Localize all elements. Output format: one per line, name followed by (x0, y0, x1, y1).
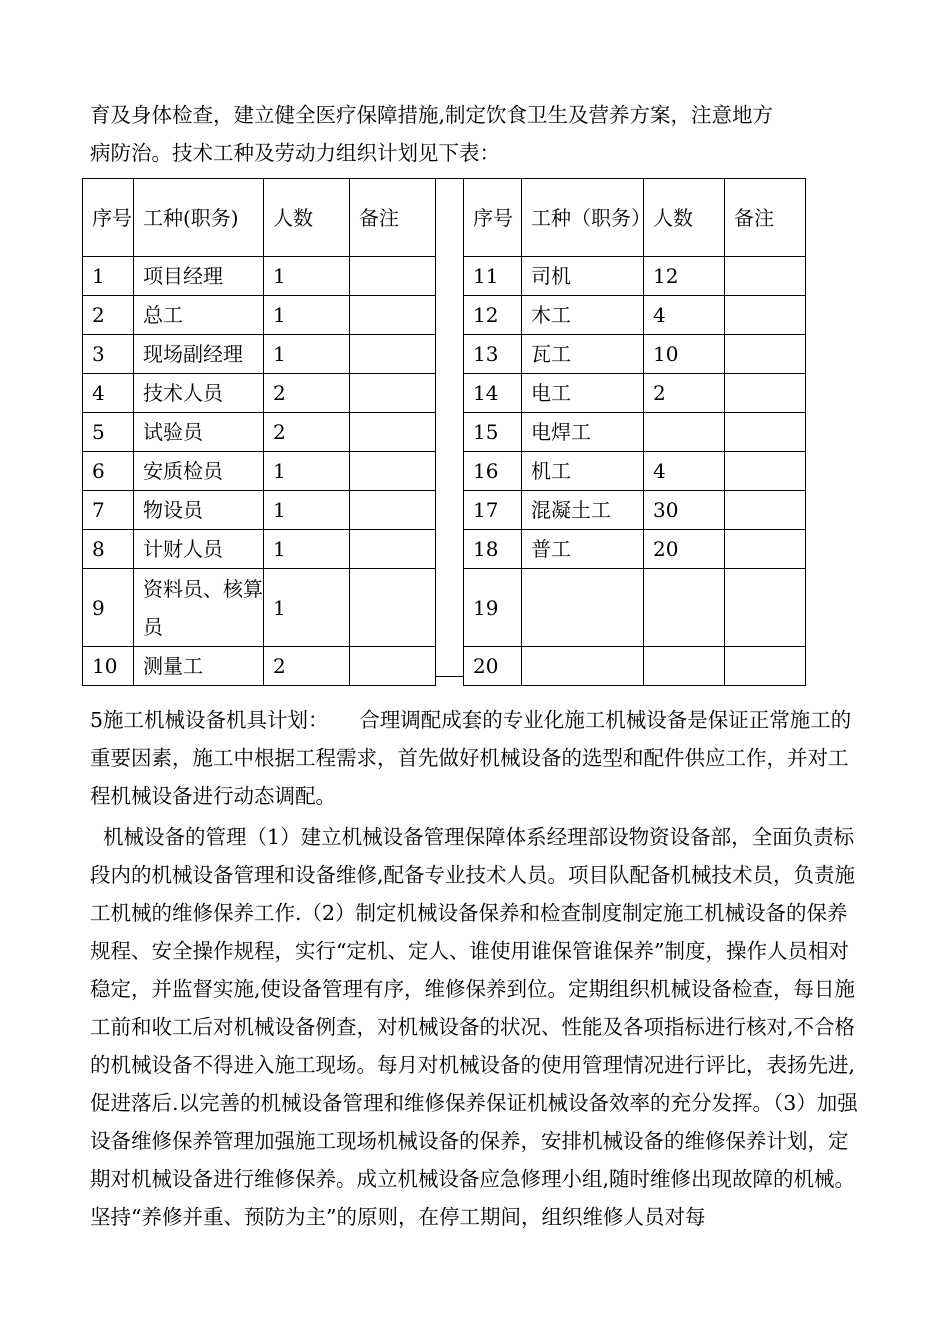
cell-seq: 15 (464, 413, 522, 452)
cell-seq: 3 (83, 335, 134, 374)
cell-count: 1 (264, 257, 350, 296)
table-row (83, 413, 436, 452)
cell-seq: 12 (464, 296, 522, 335)
cell-seq: 17 (464, 491, 522, 530)
cell-remark (725, 491, 806, 530)
cell-job: 普工 (522, 530, 644, 569)
header-job: 工种(职务) (134, 179, 264, 257)
cell-count (644, 647, 725, 686)
cell-seq: 1 (83, 257, 134, 296)
cell-count: 1 (264, 452, 350, 491)
cell-count: 2 (264, 413, 350, 452)
cell-job: 现场副经理 (134, 335, 264, 374)
cell-job: 机工 (522, 452, 644, 491)
cell-remark (350, 296, 436, 335)
cell-count: 2 (264, 647, 350, 686)
cell-remark (350, 257, 436, 296)
header-count: 人数 (264, 179, 350, 257)
cell-job: 瓦工 (522, 335, 644, 374)
cell-job: 试验员 (134, 413, 264, 452)
table-row (83, 296, 436, 335)
header-count: 人数 (644, 179, 725, 257)
header-job: 工种（职务） (522, 179, 644, 257)
cell-remark (350, 374, 436, 413)
table-row (464, 530, 806, 569)
table-row (83, 530, 436, 569)
cell-job: 电焊工 (522, 413, 644, 452)
cell-job (522, 569, 644, 647)
cell-remark (350, 569, 436, 647)
header-seq: 序号 (464, 179, 522, 257)
cell-job: 电工 (522, 374, 644, 413)
table-row (464, 257, 806, 296)
cell-job: 混凝土工 (522, 491, 644, 530)
cell-count: 1 (264, 569, 350, 647)
table-row (83, 257, 436, 296)
labor-table-left (82, 178, 436, 686)
cell-remark (350, 335, 436, 374)
cell-seq: 13 (464, 335, 522, 374)
table-row (464, 647, 806, 686)
cell-count: 4 (644, 452, 725, 491)
cell-job: 物设员 (134, 491, 264, 530)
table-row (83, 569, 436, 647)
cell-job: 总工 (134, 296, 264, 335)
table-row (464, 491, 806, 530)
cell-count: 12 (644, 257, 725, 296)
intro-paragraph (90, 96, 858, 172)
cell-remark (725, 530, 806, 569)
cell-remark (725, 257, 806, 296)
cell-seq: 11 (464, 257, 522, 296)
cell-seq: 19 (464, 569, 522, 647)
table-row (464, 296, 806, 335)
cell-remark (350, 530, 436, 569)
table-row (83, 335, 436, 374)
cell-seq: 8 (83, 530, 134, 569)
section-5-paragraph: 5施工机械设备机具计划： 合理调配成套的专业化施工机械设备是保证正常施工的重要因素，施工中根据工程需求，首先做好机械设备的选型和配件供应工作，并对工程机械设备进行动态调配。 (90, 708, 852, 808)
cell-count: 4 (644, 296, 725, 335)
cell-seq: 2 (83, 296, 134, 335)
cell-remark (350, 647, 436, 686)
cell-seq: 14 (464, 374, 522, 413)
table-header-row (464, 179, 806, 257)
header-seq: 序号 (83, 179, 134, 257)
cell-job: 司机 (522, 257, 644, 296)
cell-count (644, 413, 725, 452)
cell-count: 10 (644, 335, 725, 374)
cell-count: 1 (264, 491, 350, 530)
intro-line-2: 病防治。技术工种及劳动力组织计划见下表： (90, 141, 500, 165)
cell-job: 安质检员 (134, 452, 264, 491)
cell-seq: 5 (83, 413, 134, 452)
cell-remark (725, 296, 806, 335)
cell-count (644, 569, 725, 647)
cell-remark (350, 452, 436, 491)
header-remark: 备注 (725, 179, 806, 257)
cell-job: 资料员、核算员 (134, 569, 264, 647)
table-row (464, 569, 806, 647)
cell-remark (725, 374, 806, 413)
cell-count: 2 (264, 374, 350, 413)
header-remark: 备注 (350, 179, 436, 257)
cell-remark (725, 647, 806, 686)
cell-seq: 9 (83, 569, 134, 647)
cell-remark (725, 335, 806, 374)
cell-count: 1 (264, 296, 350, 335)
cell-job: 计财人员 (134, 530, 264, 569)
cell-count: 1 (264, 530, 350, 569)
cell-seq: 18 (464, 530, 522, 569)
table-row (83, 647, 436, 686)
cell-remark (725, 452, 806, 491)
intro-line-1: 育及身体检查，建立健全医疗保障措施,制定饮食卫生及营养方案，注意地方 (90, 103, 774, 127)
cell-job: 测量工 (134, 647, 264, 686)
cell-seq: 10 (83, 647, 134, 686)
cell-job: 技术人员 (134, 374, 264, 413)
management-paragraph: 机械设备的管理（1）建立机械设备管理保障体系经理部设物资设备部，全面负责标段内的机械设备管理和设备维修,配备专业技术人员。项目队配备机械技术员，负责施工机械的维修保养工作.（2）制定机械设备保养和检查制度制定施工机械设备的保养规程、安全操作规程，实行“定机、定人、谁使用谁保管谁保养”制度，操作人员相对稳定，并监督实施,使设备管理有序，维修保养到位。定期组织机械设备检查，每日施工前和收工后对机械设备例查，对机械设备的状况、性能及各项指标进行核对,不合格的机械设备不得进入施工现场。每月对机械设备的使用管理情况进行评比，表扬先进,促进落后.以完善的机械设备管理和维修保养保证机械设备效率的充分发挥。（3）加强设备维修保养管理加强施工现场机械设备的保养，安排机械设备的维修保养计划，定期对机械设备进行维修保养。成立机械设备应急修理小组,随时维修出现故障的机械。坚持“养修并重、预防为主”的原则，在停工期间，组织维修人员对每 (90, 825, 858, 1229)
table-row (83, 452, 436, 491)
cell-seq: 4 (83, 374, 134, 413)
cell-remark (725, 569, 806, 647)
table-row (464, 374, 806, 413)
table-gap-column (435, 178, 463, 677)
cell-job: 木工 (522, 296, 644, 335)
table-header-row (83, 179, 436, 257)
cell-seq: 20 (464, 647, 522, 686)
table-row (83, 491, 436, 530)
table-row (464, 413, 806, 452)
table-row (464, 452, 806, 491)
cell-job: 项目经理 (134, 257, 264, 296)
cell-count: 20 (644, 530, 725, 569)
cell-count: 1 (264, 335, 350, 374)
cell-job (522, 647, 644, 686)
cell-seq: 6 (83, 452, 134, 491)
cell-seq: 7 (83, 491, 134, 530)
table-row (83, 374, 436, 413)
cell-remark (350, 491, 436, 530)
cell-seq: 16 (464, 452, 522, 491)
labor-table-right (463, 178, 806, 686)
cell-remark (725, 413, 806, 452)
cell-count: 30 (644, 491, 725, 530)
cell-remark (350, 413, 436, 452)
cell-count: 2 (644, 374, 725, 413)
table-row (464, 335, 806, 374)
